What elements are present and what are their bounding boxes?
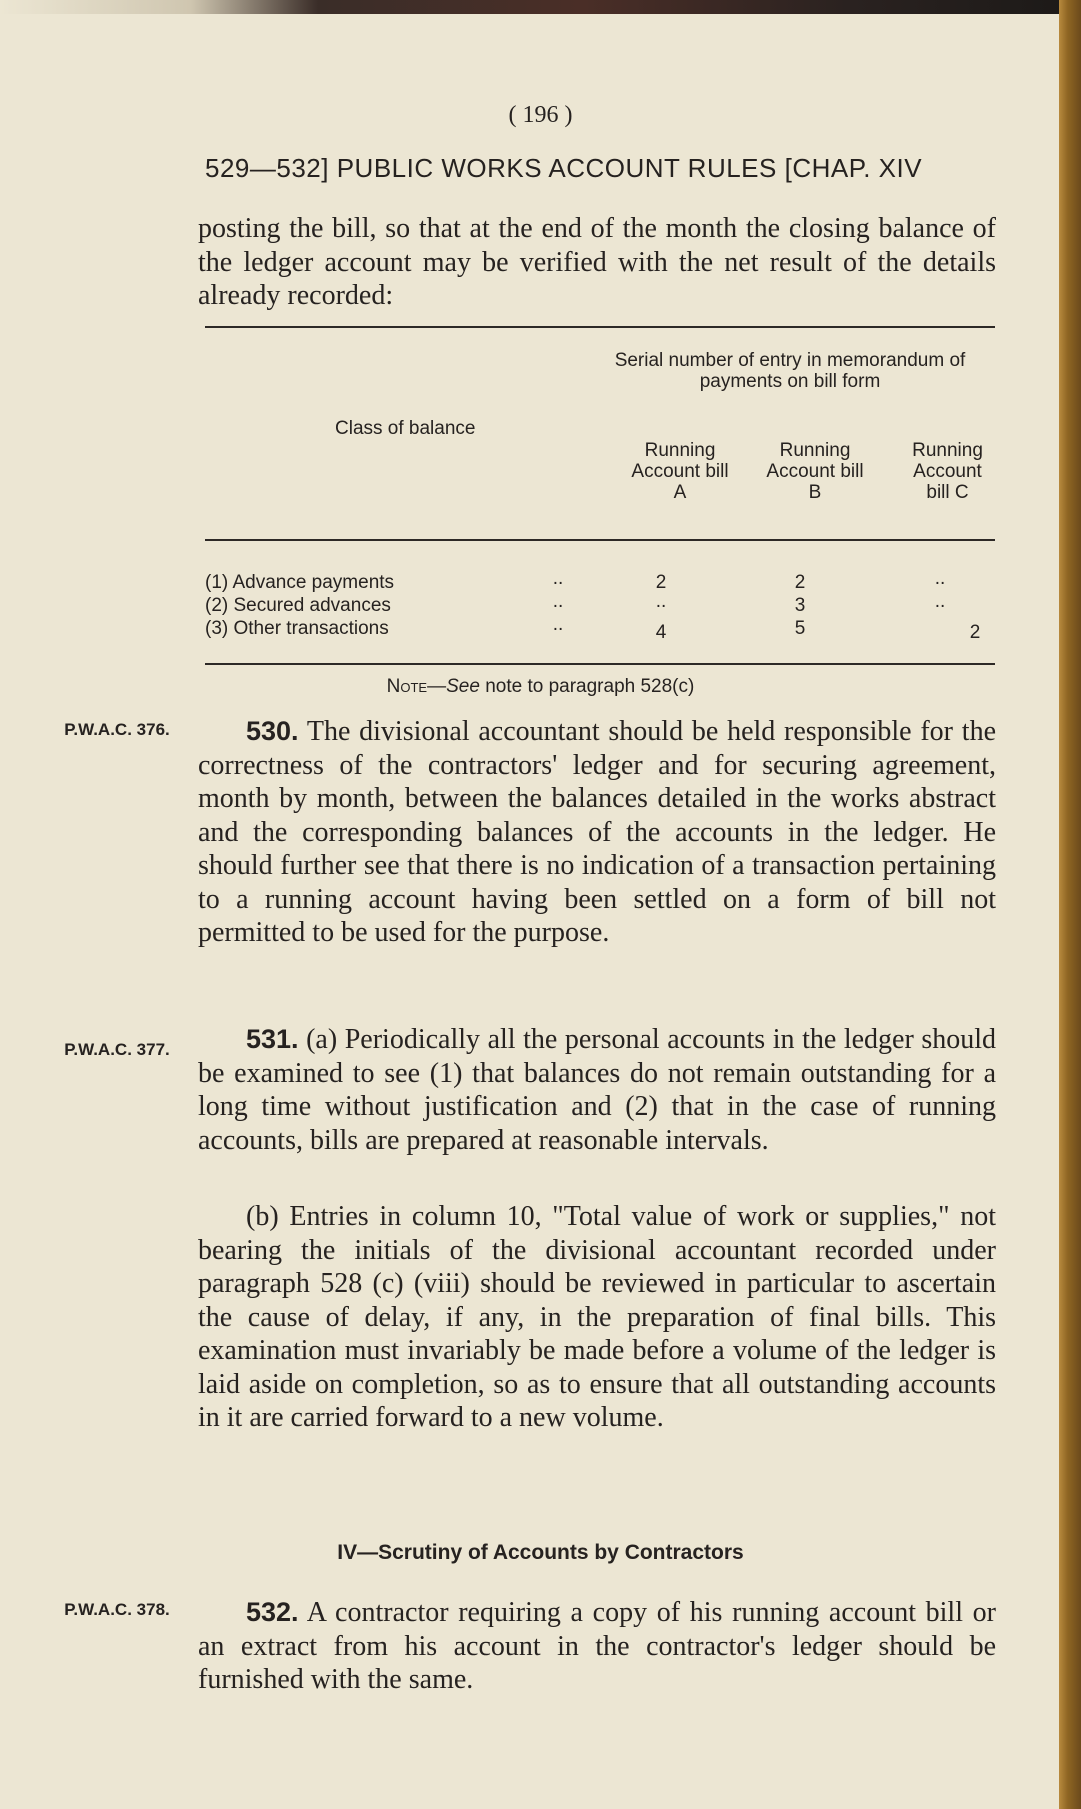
column-header-bill-c: Running Account bill C	[912, 440, 983, 503]
table-header-rule	[205, 539, 995, 541]
table-row-label: (1) Advance payments	[205, 572, 395, 593]
page-number: ( 196 )	[508, 102, 573, 128]
page-binding-edge	[1059, 0, 1081, 1809]
paragraph-531b	[198, 1200, 996, 1435]
margin-reference: P.W.A.C. 378.	[64, 1600, 170, 1619]
table-cell-bill-c: 2	[969, 622, 981, 643]
paragraph-text: (b) Entries in column 10, "Total value of work or supplies," not bearing the initials of the divisional accountant recorded under paragraph 528 (c) (viii) should be reviewed in particular to ascertain the cause of delay, if any, in the preparation of final bills. This examination must invariably be made before a volume of the ledger is laid aside on completion, so as to ensure that all outstanding accounts in it are carried forward to a new volume.	[198, 1201, 996, 1433]
note-prefix: Note	[386, 676, 428, 697]
intro-paragraph: posting the bill, so that at the end of the month the closing balance of the ledger account may be verified with the net result of the details already recorded:	[198, 213, 996, 311]
table-cell-bill-b: 5	[794, 618, 806, 639]
paragraph-530	[198, 715, 996, 950]
table-cell-bill-a: 2	[655, 572, 667, 593]
table-row-label: (3) Other transactions	[205, 618, 389, 639]
margin-reference: P.W.A.C. 376.	[64, 720, 170, 739]
table-row-label: (2) Secured advances	[205, 595, 391, 616]
column-header-bill-a: Running Account bill A	[631, 440, 729, 503]
table-cell-bill-c: ..	[934, 568, 946, 589]
paragraph-number: 530.	[246, 716, 299, 746]
class-of-balance-header: Class of balance	[335, 418, 476, 439]
section-heading: IV—Scrutiny of Accounts by Contractors	[337, 1541, 744, 1564]
paragraph-531a	[198, 1023, 996, 1157]
paragraph-532	[198, 1596, 996, 1697]
note-see: See	[446, 676, 480, 697]
table-row-dots: ..	[552, 591, 564, 612]
running-head: 529—532] PUBLIC WORKS ACCOUNT RULES [CHAP. XIV	[205, 153, 923, 183]
table-bottom-rule	[205, 663, 995, 665]
table-cell-bill-b: 2	[794, 572, 806, 593]
table-cell-bill-c: ..	[934, 591, 946, 612]
table-row-dots: ..	[552, 568, 564, 589]
table-row-dots: ..	[552, 614, 564, 635]
paragraph-number: 532.	[246, 1597, 299, 1627]
page-top-edge	[0, 0, 1060, 14]
paragraph-number: 531.	[246, 1024, 299, 1054]
paragraph-text: The divisional accountant should be held responsible for the correctness of the contractors' ledger and for securing agreement, month by month, between the balances detailed in the works abstract and the corresponding balances of the accounts in the ledger. He should further see that there is no indication of a transaction pertaining to a running account having been settled on a form of bill not permitted to be used for the purpose.	[198, 716, 996, 948]
paragraph-text: (a) Periodically all the personal accounts in the ledger should be examined to see (1) that balances do not remain outstanding for a long time without justification and (2) that in the case of running accounts, bills are prepared at reasonable intervals.	[198, 1024, 996, 1156]
table-cell-bill-b: 3	[794, 595, 806, 616]
serial-number-header: Serial number of entry in memorandum of payments on bill form	[614, 350, 966, 392]
paragraph-text: A contractor requiring a copy of his running account bill or an extract from his account in the contractor's ledger should be furnished with the same.	[198, 1597, 996, 1695]
note-text: note to paragraph 528(c)	[479, 676, 695, 697]
margin-reference: P.W.A.C. 377.	[64, 1040, 170, 1059]
table-note: Note—See note to paragraph 528(c)	[386, 676, 695, 697]
table-cell-bill-a: ..	[655, 591, 667, 612]
table-top-rule	[205, 326, 995, 328]
column-header-bill-b: Running Account bill B	[766, 440, 864, 503]
table-cell-bill-a: 4	[655, 622, 667, 643]
